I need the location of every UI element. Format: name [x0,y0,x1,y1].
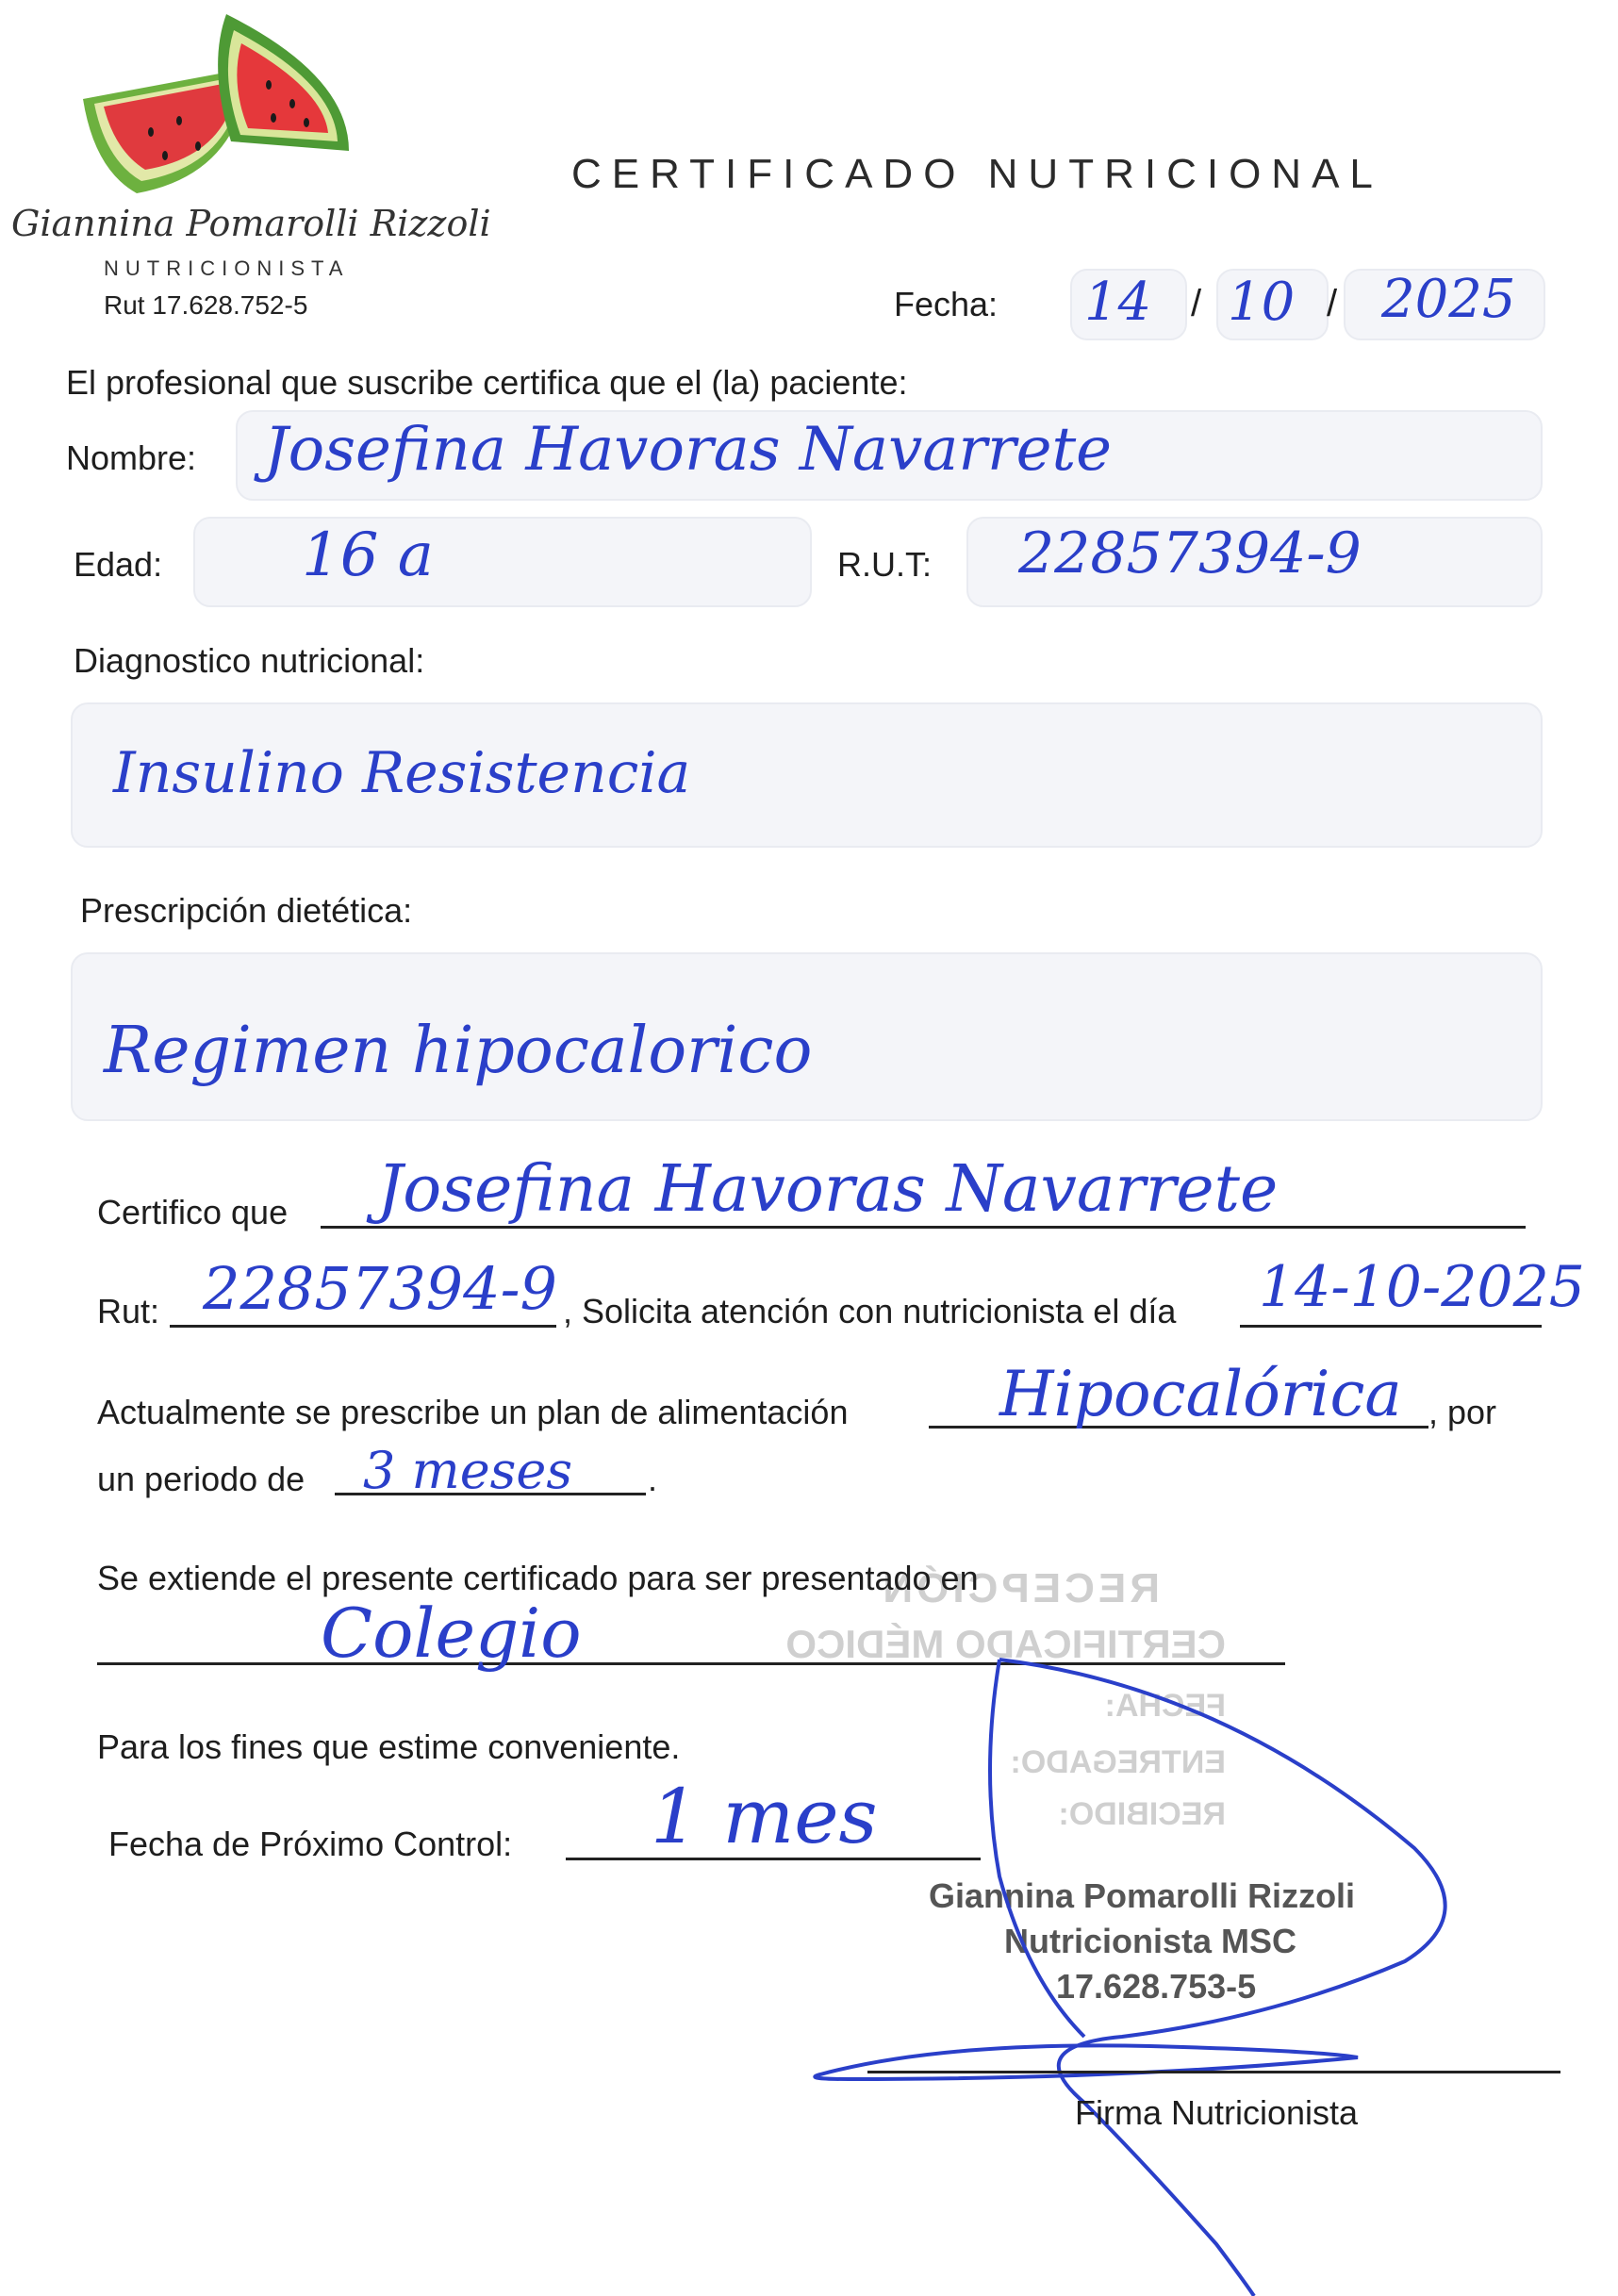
plan-label: Actualmente se prescribe un plan de alimentación [97,1393,849,1431]
brand-name: Giannina Pomarolli Rizzoli [11,203,491,244]
date-label: Fecha: [894,285,999,323]
date-day-value: 14 [1084,272,1152,333]
rut-label: R.U.T: [837,545,933,584]
diagnosis-label: Diagnostico nutricional: [74,641,425,680]
next-control-value: 1 mes [651,1773,878,1860]
name-label: Nombre: [66,438,197,477]
brand-role: NUTRICIONISTA [104,256,350,280]
closing-text: Para los fines que estime conveniente. [97,1727,681,1766]
plan-suffix: , por [1428,1393,1497,1431]
diagnosis-value: Insulino Resistencia [113,740,691,806]
certify-rut-value: 22857394-9 [203,1254,557,1323]
presentation-value: Colegio [321,1594,582,1673]
date-sep-1: / [1191,283,1202,324]
next-control-label: Fecha de Próximo Control: [108,1825,513,1863]
attention-value: 14-10-2025 [1259,1254,1585,1320]
attention-label: , Solicita atención con nutricionista el día [563,1292,1177,1330]
date-sep-2: / [1327,283,1338,324]
name-value: Josefina Havoras Navarrete [264,415,1113,485]
prescription-value: Regimen hipocalorico [104,1014,813,1088]
stamp-name: Giannina Pomarolli Rizzoli [929,1876,1356,1915]
document-title: CERTIFICADO NUTRICIONAL [571,151,1383,197]
rut-value: 22857394-9 [1018,520,1362,586]
certify-rut-label: Rut: [97,1292,160,1330]
period-suffix: . [648,1460,658,1498]
faint-stamp-line5: RECIBIDO: [1058,1796,1226,1832]
brand-rut: Rut 17.628.752-5 [104,290,308,320]
plan-value: Hipocalórica [999,1358,1402,1430]
prescription-label: Prescripción dietética: [80,891,413,930]
period-label: un periodo de [97,1460,305,1498]
intro-text: El profesional que suscribe certifica que el (la) paciente: [66,363,908,402]
stamp-title: Nutricionista MSC [1004,1922,1297,1960]
stamp-rut: 17.628.753-5 [1056,1967,1257,2006]
faint-stamp-line2: CERTIFICADO MÉDICO [785,1622,1226,1666]
signature-line [867,2071,1560,2073]
faint-stamp-line3: FECHA: [1104,1688,1226,1724]
date-month-value: 10 [1228,272,1296,333]
faint-stamp-line1: RECEPCIÓN [879,1565,1160,1611]
presentation-label: Se extiende el presente certificado para ser presentado en [97,1559,979,1597]
age-label: Edad: [74,545,163,584]
certifico-value: Josefina Havoras Navarrete [377,1152,1279,1227]
faint-stamp-line4: ENTREGADO: [1010,1744,1226,1780]
signature-label: Firma Nutricionista [1075,2093,1359,2132]
age-value: 16 a [302,520,434,590]
certifico-label: Certifico que [97,1193,289,1231]
date-year-value: 2025 [1381,269,1516,330]
period-value: 3 meses [363,1441,573,1500]
